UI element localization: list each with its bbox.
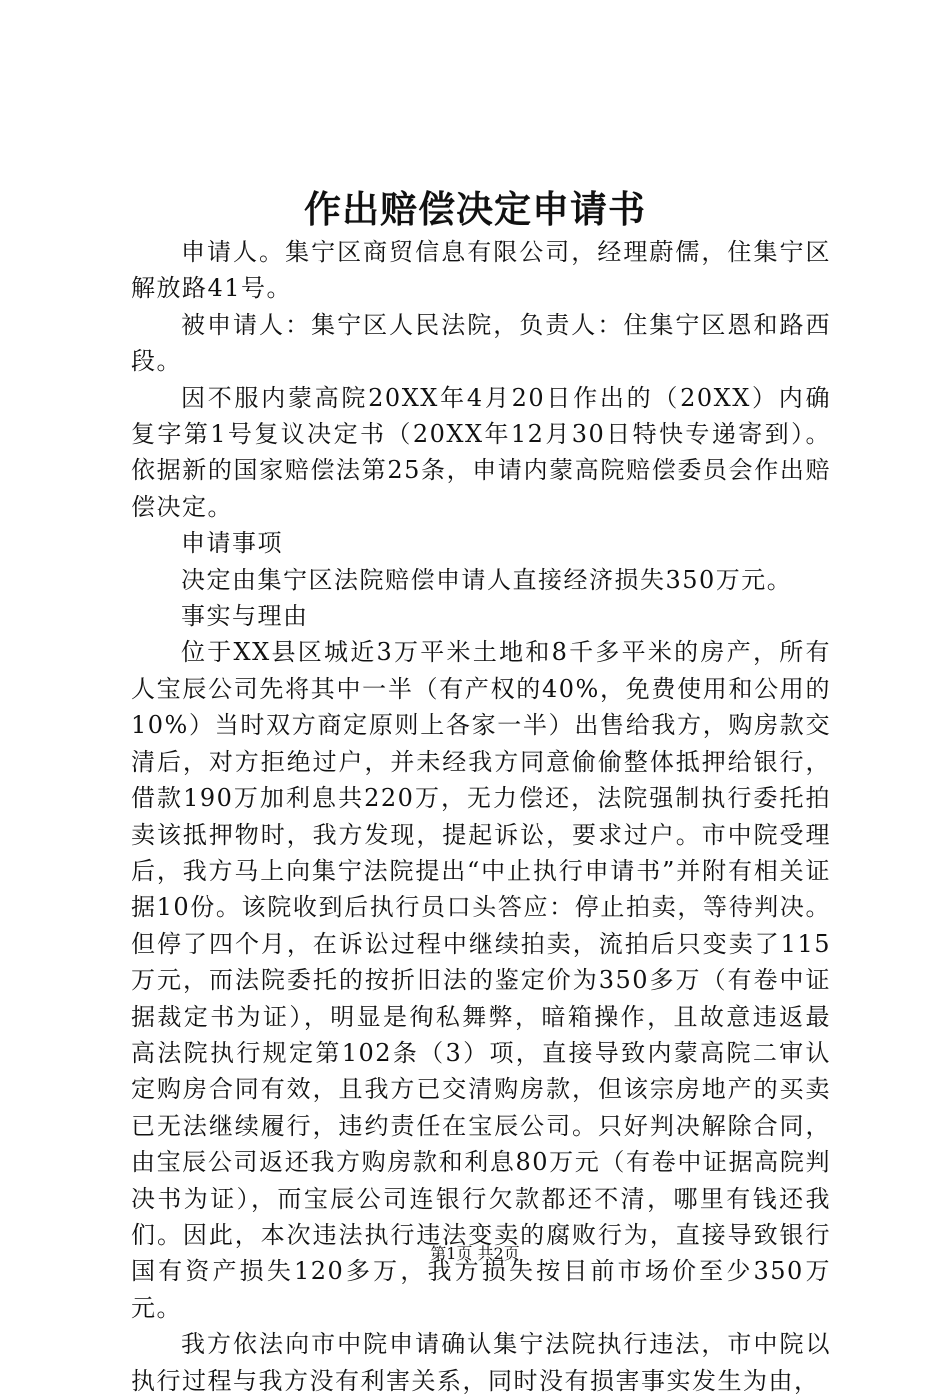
paragraph-facts: 位于XX县区城近3万平米土地和8千多平米的房产，所有人宝辰公司先将其中一半（有产权的40%，免费使用和公用的10%）当时双方商定原则上各家一半）出售给我方，购房款交清后，对方拒绝过户，并未经我方同意偷偷整体抵押给银行，借款190万加利息共220万，无力偿还，法院强制执行委托拍卖该抵押物时，我方发现，提起诉讼，要求过户。市中院受理后，我方马上向集宁法院提出“中止执行申请书”并附有相关证据10份。该院收到后执行员口头答应：停止拍卖，等待判决。但停了四个月，在诉讼过程中继续拍卖，流拍后只变卖了115万元，而法院委托的按折旧法的鉴定价为350多万（有卷中证据裁定书为证），明显是徇私舞弊，暗箱操作，且故意违返最高法院执行规定第102条（3）项，直接导致内蒙高院二审认定购房合同有效，且我方已交清购房款，但该宗房地产的买卖已无法继续履行，违约责任在宝辰公司。只好判决解除合同，由宝辰公司返还我方购房款和利息80万元（有卷中证据高院判决书为证），而宝辰公司连银行欠款都还不清，哪里有钱还我们。因此，本次违法执行违法变卖的腐败行为，直接导致银行国有资产损失120多万，我方损失按目前市场价至少350万元。 [131,638,831,1322]
paragraph-basis: 因不服内蒙高院20XX年4月20日作出的（20XX）内确复字第1号复议决定书（20XX年12月30日特快专递寄到）。依据新的国家赔偿法第25条，申请内蒙高院赔偿委员会作出赔偿决定。 [131,383,831,521]
document-title: 作出赔偿决定申请书 [304,187,646,231]
section-heading-request: 申请事项 [181,529,283,558]
page-footer: 第1页 共2页 [430,1244,520,1263]
paragraph-request: 决定由集宁区法院赔偿申请人直接经济损失350万元。 [181,565,793,594]
section-heading-facts: 事实与理由 [181,602,309,631]
paragraph-respondent: 被申请人：集宁区人民法院，负责人：住集宁区恩和路西段。 [131,310,831,376]
document-body [131,234,831,1399]
paragraph-applicant: 申请人。集宁区商贸信息有限公司，经理蔚儒，住集宁区解放路41号。 [131,238,831,303]
paragraph-continuation: 我方依法向市中院申请确认集宁法院执行违法，市中院以执行过程与我方没有利害关系，同时没有损害事实发生为由， [131,1330,831,1395]
